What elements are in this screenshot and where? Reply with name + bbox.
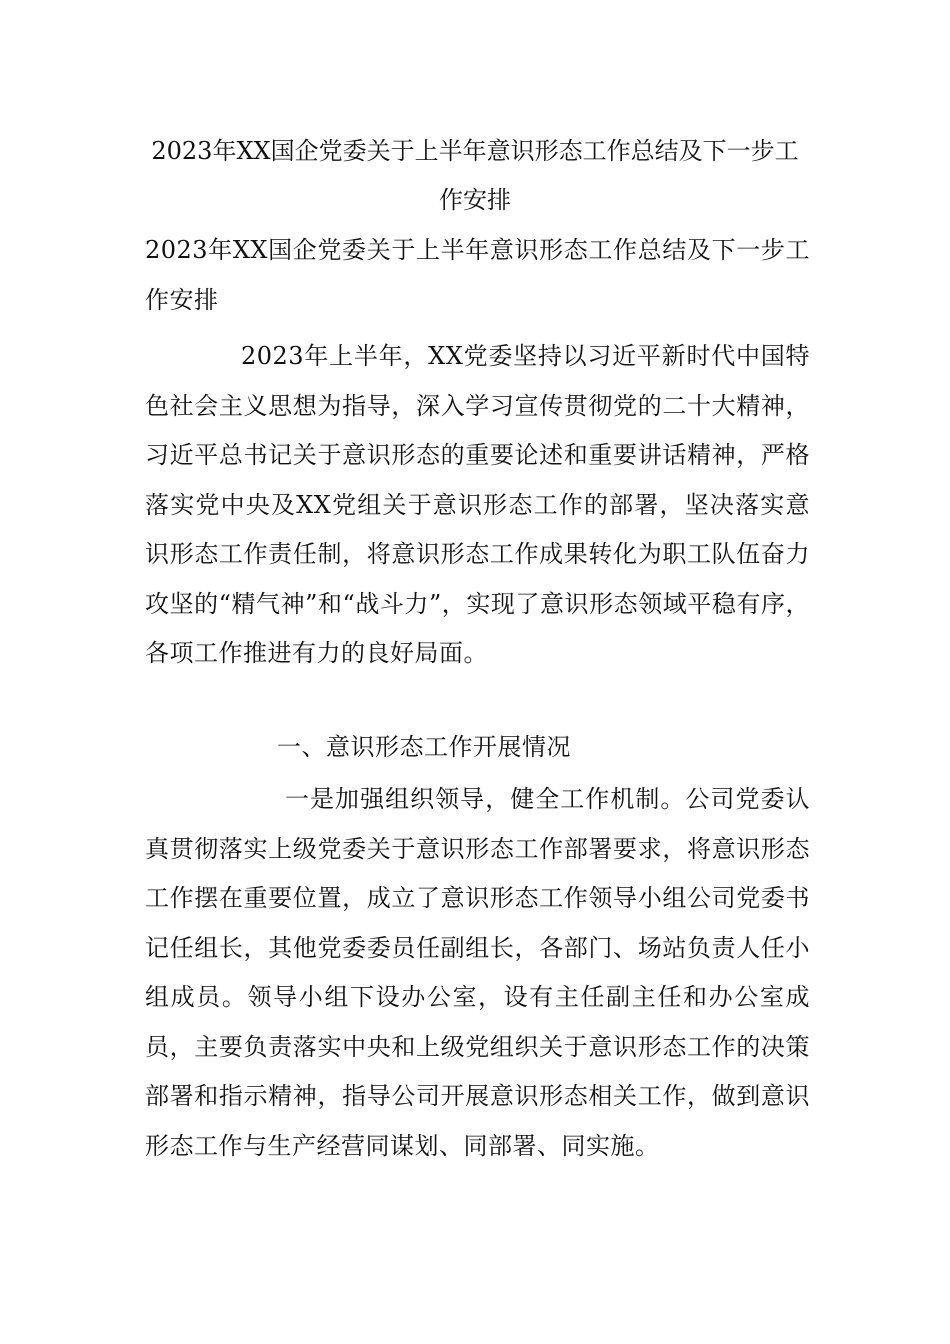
intro-paragraph: 2023年上半年，XX党委坚持以习近平新时代中国特色社会主义思想为指导，深入学习宣传贯彻党的二十大精神，习近平总书记关于意识形态的重要论述和重要讲话精神，严格落实党中央及XX党组关于意识形态工作的部署，坚决落实意识形态工作责任制，将意识形态工作成果转化为职工队伍奋力攻坚的“精气神”和“战斗力”，实现了意识形态领域平稳有序，各项工作推进有力的良好局面。 [145,342,810,667]
document-title: 2023年XX国企党委关于上半年意识形态工作总结及下一步工作安排 [151,137,799,214]
section-paragraph: 一是加强组织领导，健全工作机制。公司党委认真贯彻落实上级党委关于意识形态工作部署要求，将意识形态工作摆在重要位置，成立了意识形态工作领导小组公司党委书记任组长，其他党委委员任副组长，各部门、场站负责人任小组成员。领导小组下设办公室，设有主任副主任和办公室成员，主要负责落实中央和上级党组织关于意识形态工作的决策部署和指示精神，指导公司开展意识形态相关工作，做到意识形态工作与生产经营同谋划、同部署、同实施。 [145,785,810,1160]
section-heading: 一、意识形态工作开展情况 [277,733,571,761]
document-subtitle: 2023年XX国企党委关于上半年意识形态工作总结及下一步工作安排 [145,236,810,314]
